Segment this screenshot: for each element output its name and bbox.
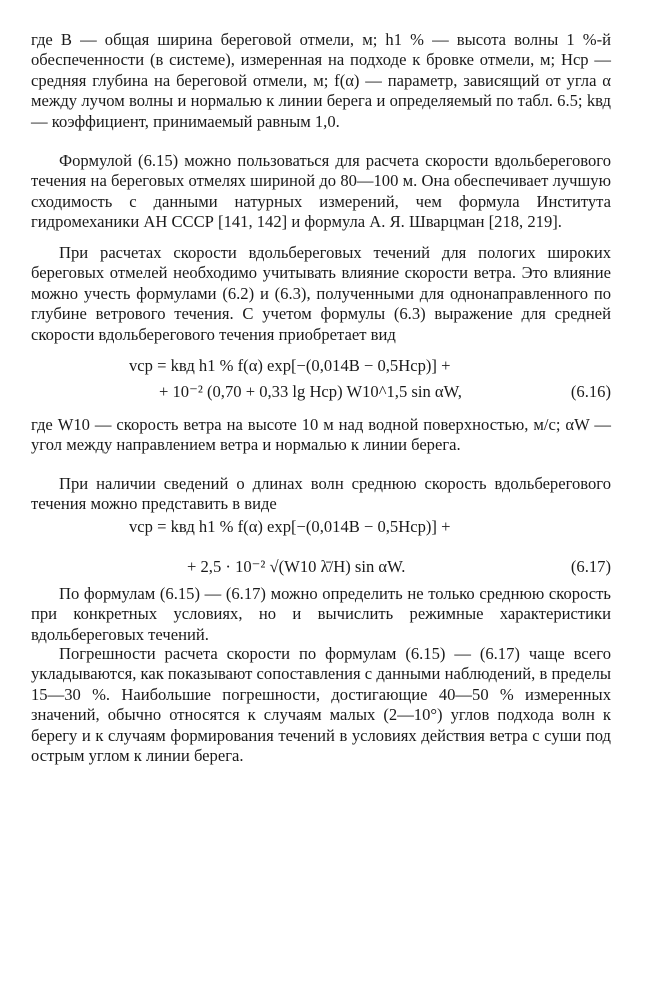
paragraph-text: По формулам (6.15) — (6.17) можно определить не только среднюю скорость при конкретных условиях, но и вычислить режимные характеристики вдольбереговых течений.	[31, 584, 611, 644]
paragraph-text: Погрешности расчета скорости по формулам (6.15) — (6.17) чаще всего укладываются, как показывают сопоставления с данными наблюдений, в пределы 15—30 %. Наибольшие погрешности, достигающие 40—50 % измеренных значений, обычно относятся к случаям малых (2—10°) углов подхода волн к берегу и к случаям формирования течений в условиях действия ветра с суши под острым углом к линии берега.	[31, 644, 611, 766]
paragraph-text: Формулой (6.15) можно пользоваться для расчета скорости вдольберегового течения на береговых отмелях шириной до 80—100 м. Она обеспечивает лучшую сходимость с данными натурных измерений, чем формула Института гидромеханики АН СССР [141, 142] и формула А. Я. Шварцман [218, 219].	[31, 151, 611, 232]
paragraph-definitions	[31, 30, 611, 132]
paragraph-text: При наличии сведений о длинах волн среднюю скорость вдольберегового течения можно представить в виде	[31, 474, 611, 514]
equation-6-17	[31, 517, 611, 579]
equation-line: + 10⁻² (0,70 + 0,33 lg Hср) W10^1,5 sin αW,	[159, 382, 462, 401]
equation-line: + 2,5 · 10⁻² √(W10 λ̄/H) sin αW.	[187, 557, 406, 576]
paragraph-text: где W10 — скорость ветра на высоте 10 м над водной поверхностью, м/с; αW — угол между направлением ветра и нормалью к линии берега.	[31, 415, 611, 455]
equation-line: vср = kвд h1 % f(α) exp[−(0,014B − 0,5Hср)] +	[129, 517, 451, 536]
equation-6-16	[31, 356, 611, 404]
paragraph-regime	[31, 584, 611, 645]
equation-number: (6.17)	[570, 557, 611, 576]
paragraph-formula-applicability	[31, 151, 611, 233]
paragraph-text: где B — общая ширина береговой отмели, м; h1 % — высота волны 1 %-й обеспеченности (в системе), измеренная на подходе к бровке отмели, м; Hср — средняя глубина на береговой отмели, м; f(α) — параметр, зависящий от угла α между лучом волны и нормалью к линии берега и определяемый по табл. 6.5; kвд — коэффициент, принимаемый равным 1,0.	[31, 30, 611, 131]
equation-number: (6.16)	[570, 382, 611, 401]
paragraph-wavelength	[31, 474, 611, 515]
paragraph-wind-influence	[31, 243, 611, 345]
paragraph-wind-definitions	[31, 415, 611, 456]
paragraph-errors	[31, 644, 611, 766]
paragraph-text: При расчетах скорости вдольбереговых течений для пологих широких береговых отмелей необходимо учитывать влияние скорости ветра. Это влияние можно учесть формулами (6.2) и (6.3), полученными для однонаправленного по глубине ветрового течения. С учетом формулы (6.3) выражение для средней скорости вдольберегового течения приобретает вид	[31, 243, 611, 344]
equation-line: vср = kвд h1 % f(α) exp[−(0,014B − 0,5Hср)] +	[129, 356, 451, 375]
